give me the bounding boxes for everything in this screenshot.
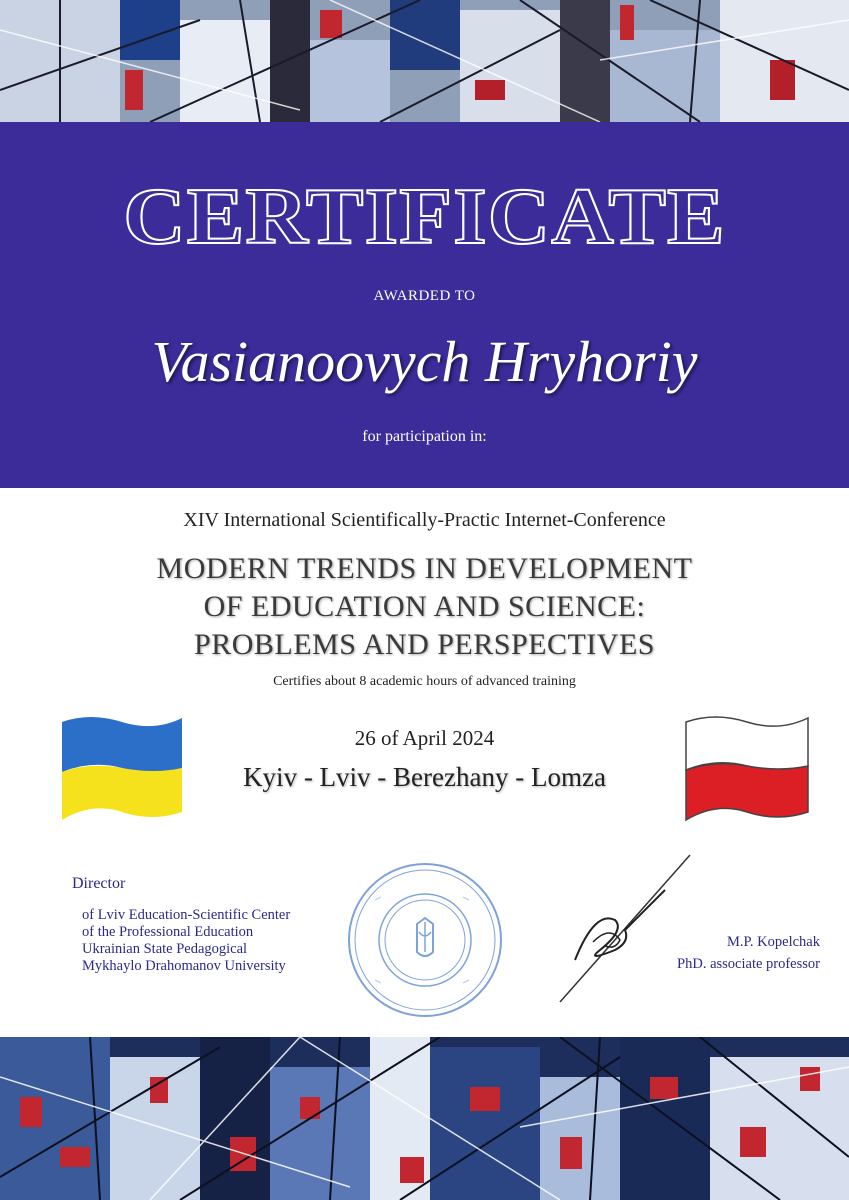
signatory-role: Director <box>72 875 126 892</box>
participation-label: for participation in: <box>362 428 487 445</box>
conference-date: 26 of April 2024 <box>354 726 495 750</box>
official-stamp-icon <box>345 860 505 1025</box>
conference-line: XIV International Scientifically-Practic Internet-Conference <box>183 509 666 531</box>
organization-line: Mykhaylo Drahomanov University <box>82 958 286 974</box>
organization-line: of Lviv Education-Scientific Center <box>82 907 291 923</box>
signer-name: M.P. Kopelchak <box>726 934 820 950</box>
conference-title-line: PROBLEMS AND PERSPECTIVES <box>194 628 655 661</box>
conference-title-line: OF EDUCATION AND SCIENCE: <box>203 590 646 623</box>
organization-line: Ukrainian State Pedagogical <box>82 941 248 957</box>
handwritten-signature-icon <box>555 850 695 1015</box>
conference-title-line: MODERN TRENDS IN DEVELOPMENT <box>156 552 693 585</box>
awarded-to-label: AWARDED TO <box>373 288 476 304</box>
signatory-organization <box>82 907 290 975</box>
signer-title: PhD. associate professor <box>677 956 820 972</box>
certificate-title: CERTIFICATE <box>123 173 726 261</box>
conference-title <box>0 550 849 664</box>
organization-line: of the Professional Education <box>82 924 254 940</box>
recipient-name: Vasianoovych Hryhoriy <box>151 329 698 394</box>
bottom-decorative-artwork <box>0 1037 849 1200</box>
conference-cities: Kyiv - Lviv - Berezhany - Lomza <box>243 762 606 792</box>
training-hours-note: Certifies about 8 academic hours of advanced training <box>273 674 576 689</box>
top-decorative-artwork <box>0 0 849 122</box>
